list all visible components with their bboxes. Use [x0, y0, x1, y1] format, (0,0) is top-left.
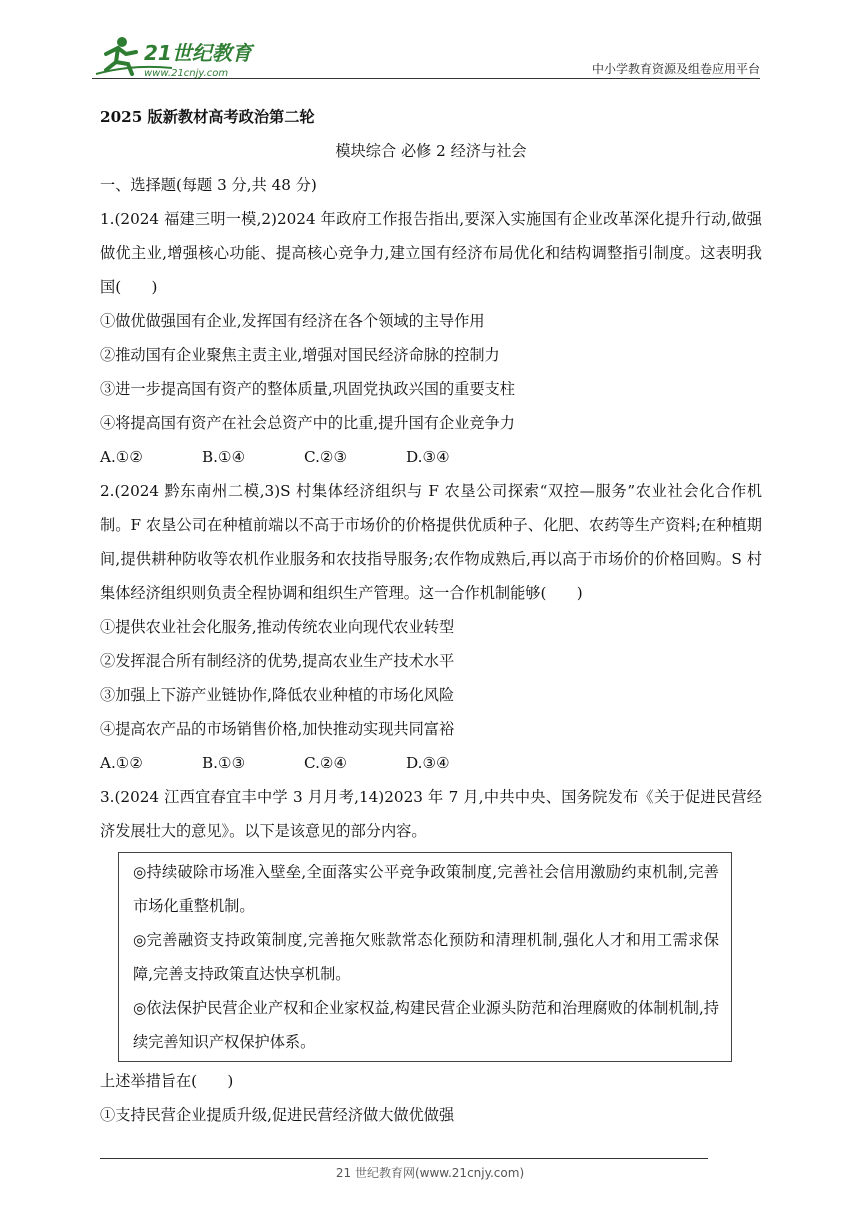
- question-2-stem: 2.(2024 黔东南州二模,3)S 村集体经济组织与 F 农垦公司探索“双控—服务”农业社会化合作机制。F 农垦公司在种植前端以不高于市场价的价格提供优质种子、化肥、农药等生产资料;在种植期间,提供耕种防收等农机作业服务和农技指导服务;农作物成熟后,再以高于市场价的价格回购。S 村集体经济组织则负责全程协调和组织生产管理。这一合作机制能够( ): [100, 482, 762, 602]
- section-heading: 一、选择题(每题 3 分,共 48 分): [100, 176, 317, 194]
- policy-excerpt-item: ◎持续破除市场准入壁垒,全面落实公平竞争政策制度,完善社会信用激励约束机制,完善市场化重整机制。: [133, 863, 719, 915]
- logo-runner-icon: [92, 34, 262, 78]
- policy-excerpt-item: ◎依法保护民营企业产权和企业家权益,构建民营企业源头防范和治理腐败的体制机制,持续完善知识产权保护体系。: [133, 999, 719, 1051]
- q1-option-d: D.③④: [406, 448, 450, 466]
- platform-name: 中小学教育资源及组卷应用平台: [591, 62, 760, 76]
- logo-url: www.21cnjy.com: [144, 68, 229, 78]
- doc-title: 2025 版新教材高考政治第二轮: [100, 108, 315, 126]
- q2-item: ④提高农产品的市场销售价格,加快推动实现共同富裕: [100, 720, 455, 738]
- document-body: [100, 100, 762, 1132]
- q3-item: ①支持民营企业提质升级,促进民营经济做大做优做强: [100, 1106, 455, 1124]
- q2-item: ②发挥混合所有制经济的优势,提高农业生产技术水平: [100, 652, 455, 670]
- q1-option-c: C.②③: [304, 448, 348, 466]
- q1-option-a: A.①②: [100, 448, 144, 466]
- header-divider: [92, 78, 760, 79]
- q2-option-b: B.①③: [202, 754, 246, 772]
- q2-option-a: A.①②: [100, 754, 144, 772]
- q1-option-b: B.①④: [202, 448, 246, 466]
- question-3-stem: 3.(2024 江西宜春宜丰中学 3 月月考,14)2023 年 7 月,中共中央、国务院发布《关于促进民营经济发展壮大的意见》。以下是该意见的部分内容。: [100, 788, 762, 840]
- q1-options: [100, 440, 762, 474]
- doc-subtitle: 模块综合 必修 2 经济与社会: [335, 142, 527, 160]
- q2-option-d: D.③④: [406, 754, 450, 772]
- q1-item: ②推动国有企业聚焦主责主业,增强对国民经济命脉的控制力: [100, 346, 500, 364]
- q3-ask: 上述举措旨在( ): [100, 1072, 234, 1090]
- logo-text: 21世纪教育: [144, 41, 252, 65]
- policy-excerpt-box: [118, 852, 732, 1062]
- q2-options: [100, 746, 762, 780]
- q1-item: ①做优做强国有企业,发挥国有经济在各个领域的主导作用: [100, 312, 485, 330]
- q2-item: ③加强上下游产业链协作,降低农业种植的市场化风险: [100, 686, 455, 704]
- q2-option-c: C.②④: [304, 754, 348, 772]
- logo: [92, 34, 262, 78]
- footer-divider: [100, 1158, 708, 1159]
- question-1-stem: 1.(2024 福建三明一模,2)2024 年政府工作报告指出,要深入实施国有企业改革深化提升行动,做强做优主业,增强核心功能、提高核心竞争力,建立国有经济布局优化和结构调整指引制度。这表明我国( ): [100, 210, 762, 296]
- page-header: [92, 30, 760, 80]
- footer-link[interactable]: 21 世纪教育网(www.21cnjy.com): [335, 1166, 525, 1180]
- policy-excerpt-item: ◎完善融资支持政策制度,完善拖欠账款常态化预防和清理机制,强化人才和用工需求保障,完善支持政策直达快享机制。: [133, 931, 719, 983]
- q1-item: ④将提高国有资产在社会总资产中的比重,提升国有企业竞争力: [100, 414, 515, 432]
- q1-item: ③进一步提高国有资产的整体质量,巩固党执政兴国的重要支柱: [100, 380, 515, 398]
- q2-item: ①提供农业社会化服务,推动传统农业向现代农业转型: [100, 618, 455, 636]
